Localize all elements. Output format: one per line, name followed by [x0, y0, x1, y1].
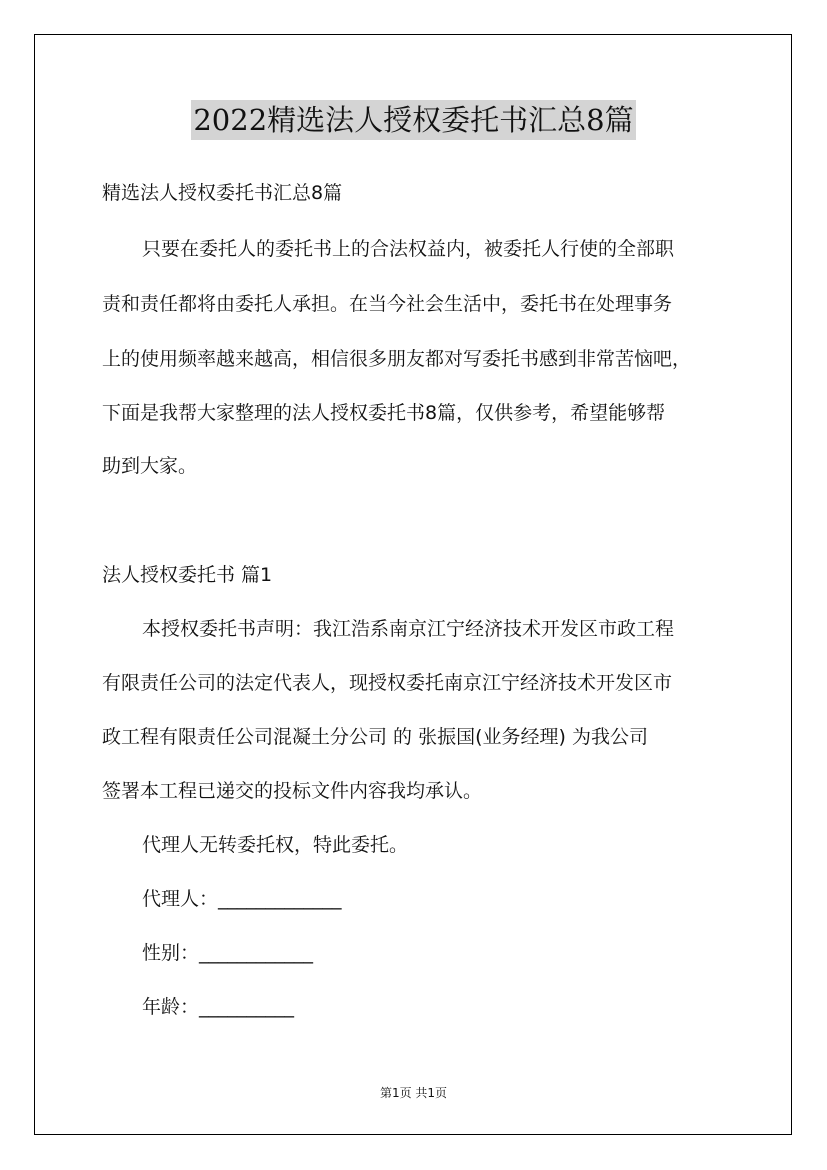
section-heading: 法人授权委托书 篇1: [102, 564, 273, 586]
statement-line: 有限责任公司的法定代表人，现授权委托南京江宁经济技术开发区市: [102, 672, 673, 694]
statement-line: 本授权委托书声明：我江浩系南京江宁经济技术开发区市政工程: [142, 618, 675, 640]
intro-line: 助到大家。: [102, 455, 198, 477]
intro-line: 下面是我帮大家整理的法人授权委托书8篇，仅供参考，希望能够帮: [102, 402, 666, 424]
no-transfer-text: 代理人无转委托权，特此委托。: [142, 834, 409, 856]
statement-line: 政工程有限责任公司混凝土分公司 的 张振国(业务经理) 为我公司: [102, 726, 648, 748]
intro-line: 责和责任都将由委托人承担。在当今社会生活中，委托书在处理事务: [102, 293, 673, 315]
title-container: [0, 100, 827, 140]
age-field: 年龄：__________: [142, 996, 295, 1018]
intro-line: 只要在委托人的委托书上的合法权益内，被委托人行使的全部职: [142, 238, 675, 260]
gender-field: 性别：____________: [142, 942, 314, 964]
page-footer: 第1页 共1页: [379, 1086, 448, 1100]
agent-field: 代理人：_____________: [142, 888, 342, 910]
statement-line: 签署本工程已递交的投标文件内容我均承认。: [102, 780, 483, 802]
document-title: 2022精选法人授权委托书汇总8篇: [191, 100, 635, 140]
document-subtitle: 精选法人授权委托书汇总8篇: [102, 182, 343, 204]
intro-line: 上的使用频率越来越高，相信很多朋友都对写委托书感到非常苦恼吧，: [102, 348, 692, 370]
